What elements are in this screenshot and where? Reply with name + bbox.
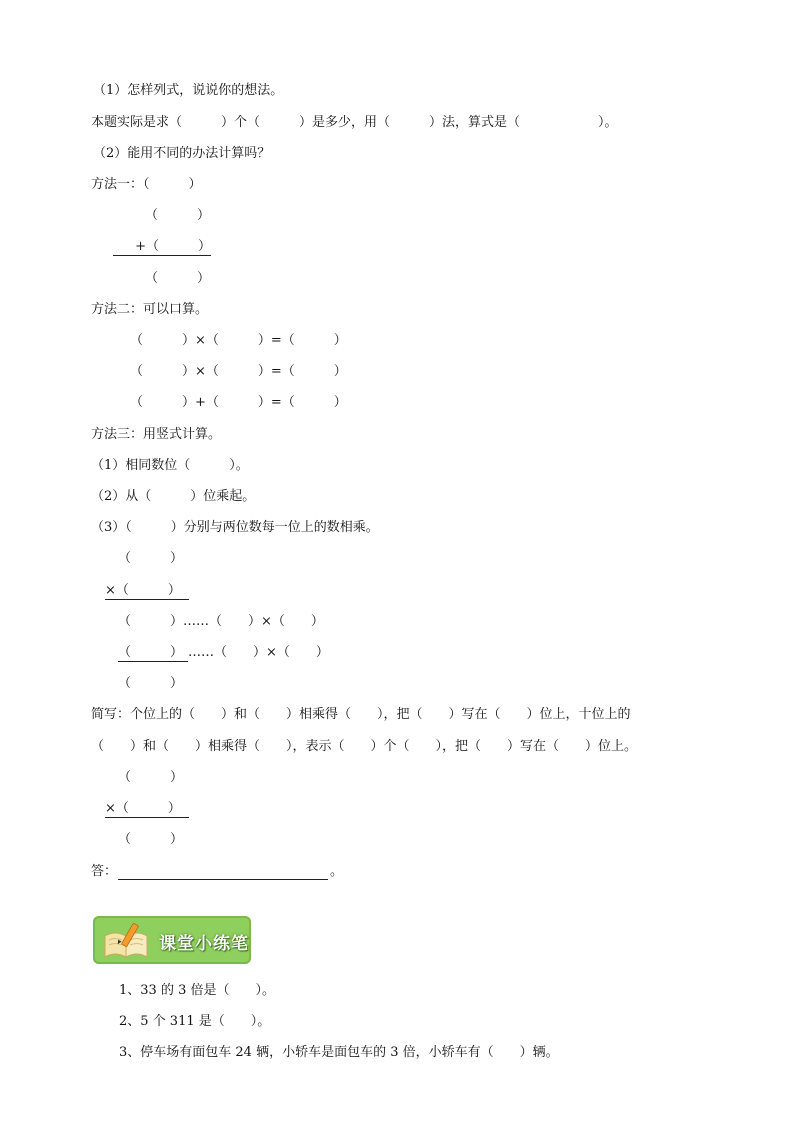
vertical2-row1: （ ） — [118, 770, 184, 785]
practice-item-3: 3、停车场有面包车 24 辆，小轿车是面包车的 3 倍，小轿车有（ ）辆。 — [119, 1045, 559, 1060]
vertical1-row4-underlined: （ ） — [118, 645, 188, 662]
method3-step1: （1）相同数位（ ）。 — [91, 458, 249, 473]
method1-row3: +（ ） — [113, 239, 211, 256]
q1-heading: （1）怎样列式，说说你的想法。 — [93, 83, 284, 98]
vertical1-result: （ ） — [118, 676, 184, 691]
vertical1-row3: （ ）……（ ）×（ ） — [118, 614, 324, 629]
method2-row1: （ ）×（ ）=（ ） — [130, 333, 347, 348]
answer-label: 答： — [91, 864, 118, 879]
practice-item-1: 1、33 的 3 倍是（ ）。 — [119, 983, 275, 998]
vertical1-row4 — [118, 645, 329, 661]
practice-section-badge — [93, 916, 251, 964]
vertical1-row4-rest: ……（ ）×（ ） — [188, 645, 329, 660]
answer-line[interactable] — [118, 879, 328, 880]
method1-row2: （ ） — [145, 208, 211, 223]
method1-label: 方法一：（ ） — [91, 177, 202, 192]
q2-heading: （2）能用不同的办法计算吗？ — [93, 146, 271, 161]
method2-label: 方法二：可以口算。 — [91, 302, 209, 317]
vertical2-result: （ ） — [118, 832, 184, 847]
practice-section-title: 课堂小练笔 — [159, 934, 249, 954]
method3-label: 方法三：用竖式计算。 — [91, 427, 222, 442]
method3-step2: （2）从（ ）位乘起。 — [91, 489, 256, 504]
practice-item-2: 2、5 个 311 是（ ）。 — [119, 1014, 271, 1029]
method2-row2: （ ）×（ ）=（ ） — [130, 364, 347, 379]
method1-result: （ ） — [145, 271, 211, 286]
shorthand-line2: （ ）和（ ）相乘得（ ），表示（ ）个（ ），把（ ）写在（ ）位上。 — [91, 739, 638, 754]
vertical1-row1: （ ） — [118, 551, 184, 566]
method3-step3: （3）（ ）分别与两位数每一位上的数相乘。 — [91, 520, 379, 535]
book-pencil-icon — [101, 922, 151, 960]
shorthand-line1: 简写：个位上的（ ）和（ ）相乘得（ ），把（ ）写在（ ）位上，十位上的 — [91, 707, 631, 722]
answer-end: 。 — [330, 864, 344, 879]
vertical2-row2: ×（ ） — [105, 801, 189, 818]
method2-row3: （ ）+（ ）=（ ） — [130, 395, 347, 410]
vertical1-row2: ×（ ） — [105, 583, 189, 600]
q1-blank-sentence: 本题实际是求（ ）个（ ）是多少，用（ ）法，算式是（ ）。 — [91, 115, 618, 130]
